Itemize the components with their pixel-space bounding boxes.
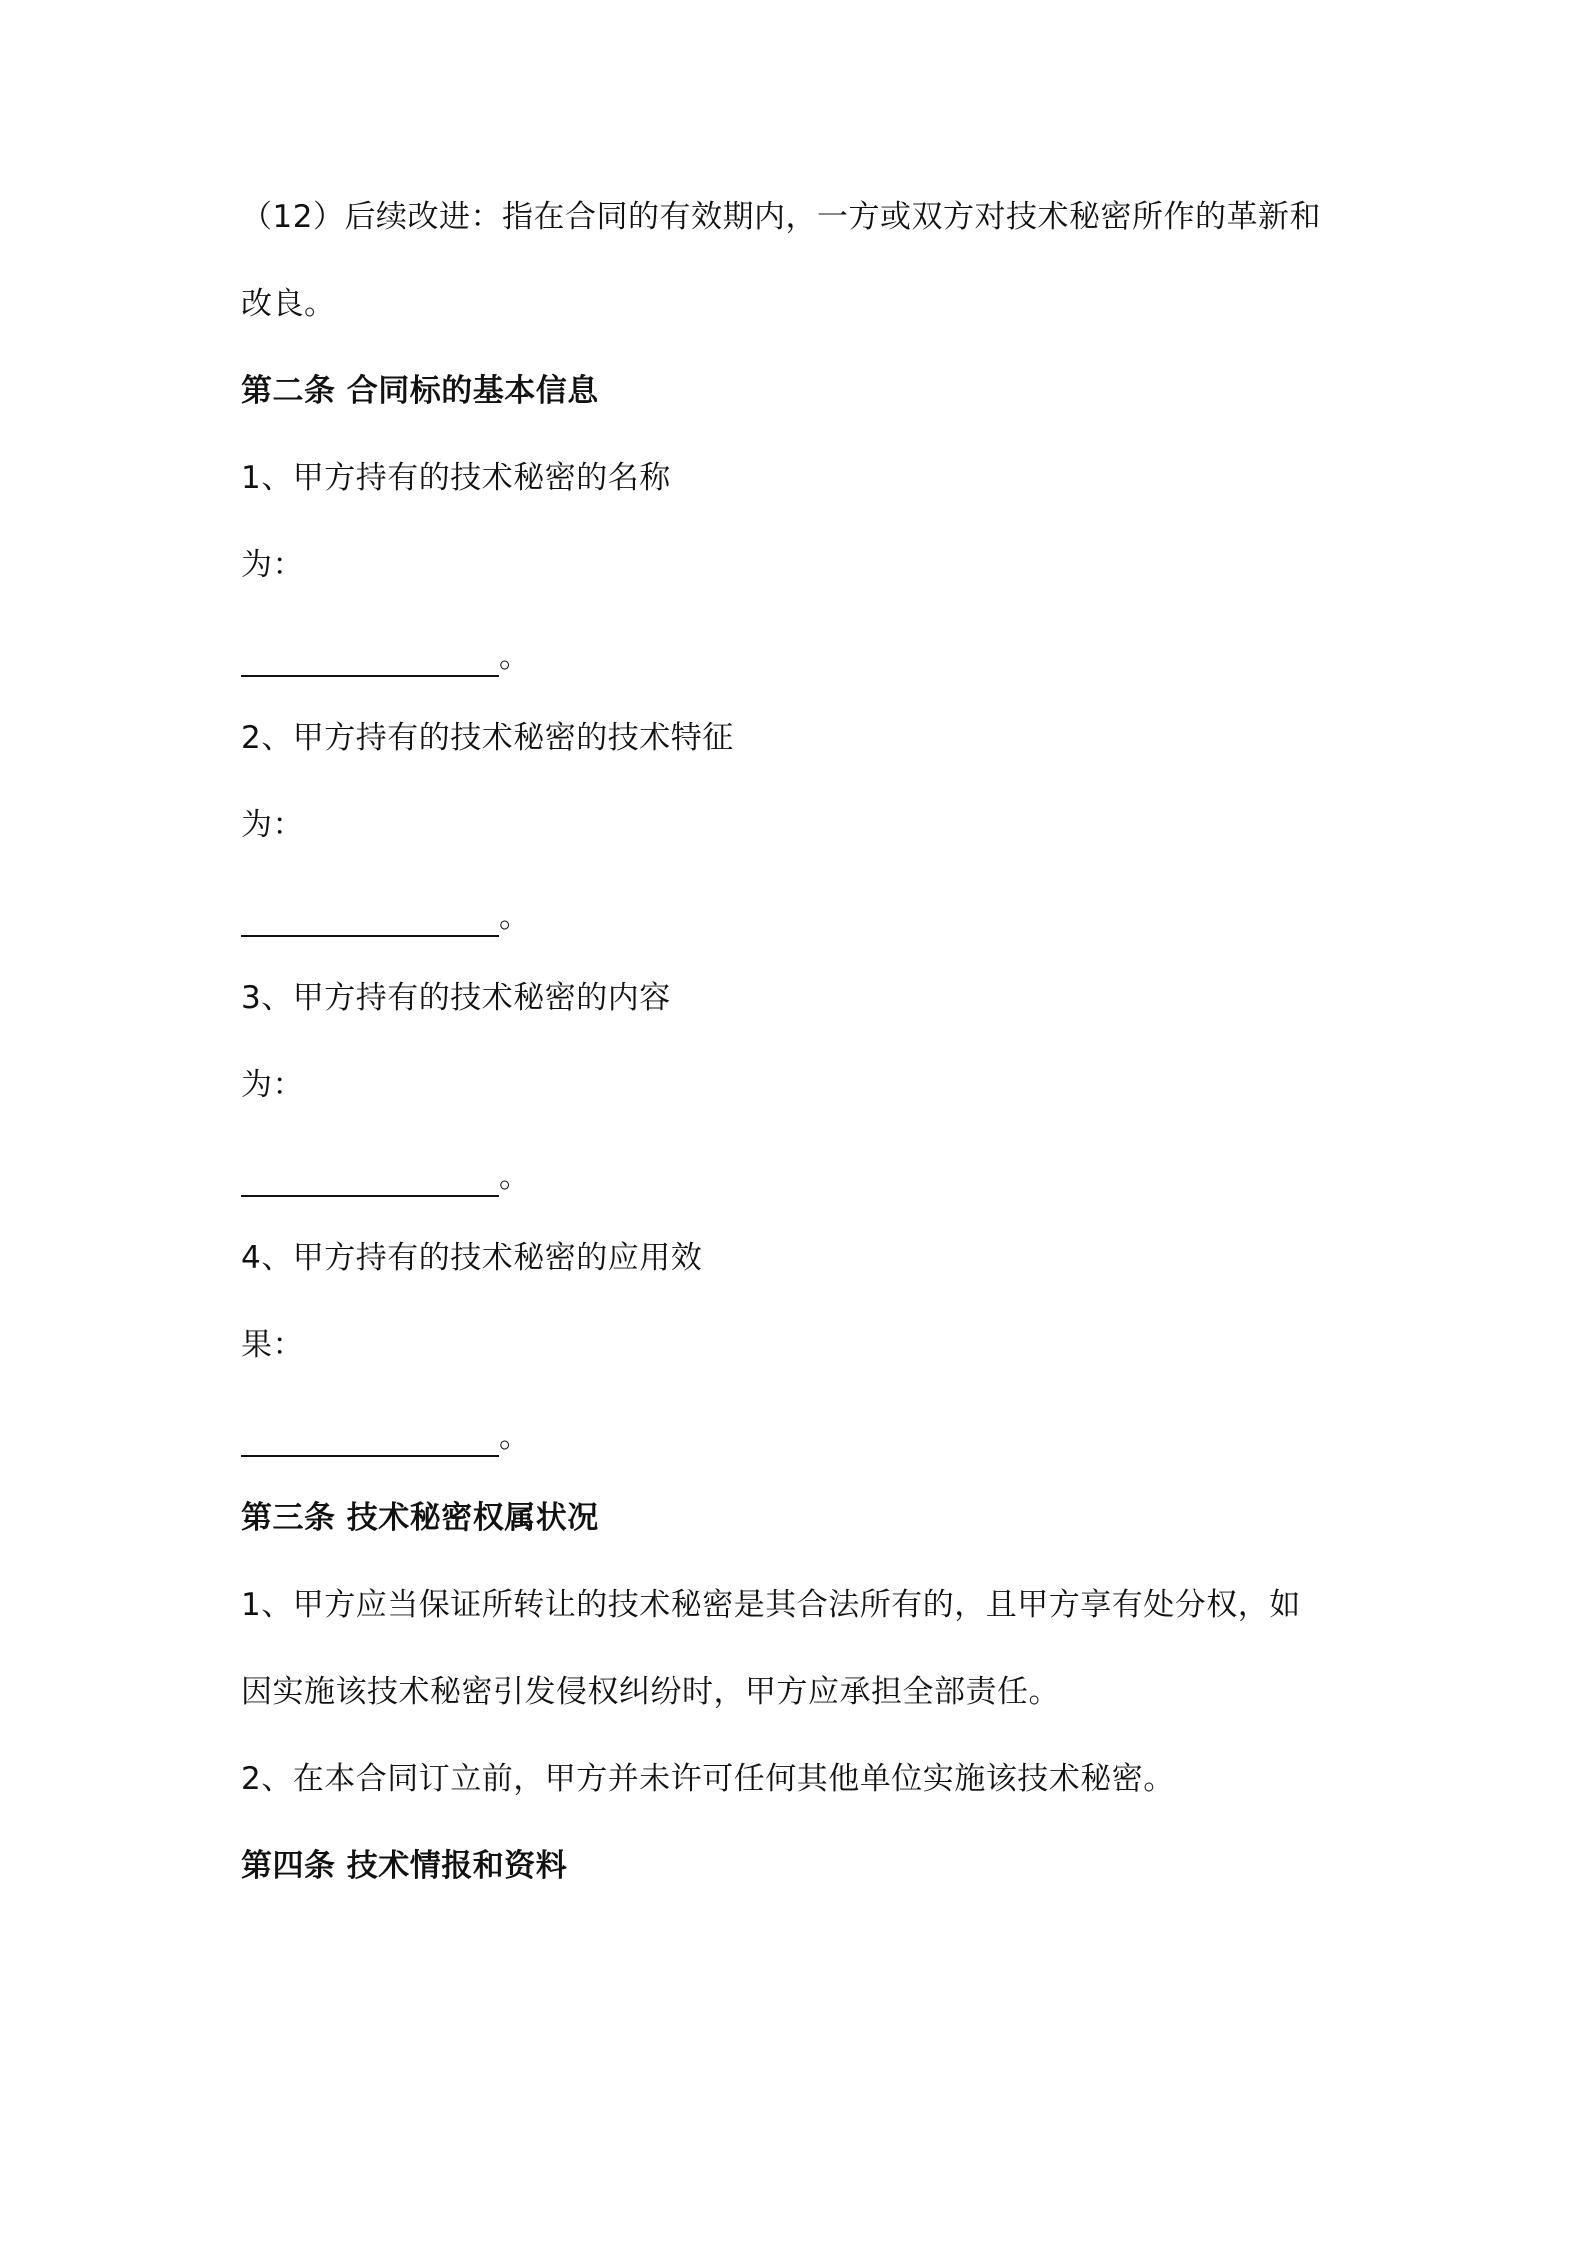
blank-end-mark: 。: [499, 1419, 531, 1455]
article-2-item-3-label: 3、甲方持有的技术秘密的内容: [241, 980, 671, 1016]
clause-12-line-1: （12）后续改进：指在合同的有效期内，一方或双方对技术秘密所作的革新和: [241, 199, 1321, 235]
blank-end-mark: 。: [499, 899, 531, 935]
fill-in-blank-1: [241, 637, 531, 677]
article-3-item-2: 2、在本合同订立前，甲方并未许可任何其他单位实施该技术秘密。: [241, 1761, 1175, 1797]
article-2-item-1-label: 1、甲方持有的技术秘密的名称: [241, 460, 671, 496]
article-2-heading: 第二条 合同标的基本信息: [241, 373, 599, 409]
fill-in-blank-2: [241, 897, 531, 937]
blank-underline: [241, 905, 499, 937]
article-4-heading: 第四条 技术情报和资料: [241, 1848, 568, 1884]
article-2-item-1-suffix: 为：: [241, 547, 304, 583]
article-3-item-1-line-2: 因实施该技术秘密引发侵权纠纷时，甲方应承担全部责任。: [241, 1674, 1060, 1710]
blank-underline: [241, 1425, 499, 1457]
article-3-item-1-line-1: 1、甲方应当保证所转让的技术秘密是其合法所有的，且甲方享有处分权，如: [241, 1587, 1301, 1623]
article-2-item-3-suffix: 为：: [241, 1067, 304, 1103]
blank-underline: [241, 1165, 499, 1197]
blank-underline: [241, 645, 499, 677]
fill-in-blank-3: [241, 1157, 531, 1197]
article-3-heading: 第三条 技术秘密权属状况: [241, 1500, 599, 1536]
article-2-item-4-label: 4、甲方持有的技术秘密的应用效: [241, 1240, 703, 1276]
blank-end-mark: 。: [499, 1159, 531, 1195]
fill-in-blank-4: [241, 1417, 531, 1457]
clause-12-line-2: 改良。: [241, 286, 336, 322]
article-2-item-2-suffix: 为：: [241, 807, 304, 843]
article-2-item-2-label: 2、甲方持有的技术秘密的技术特征: [241, 720, 734, 756]
blank-end-mark: 。: [499, 639, 531, 675]
article-2-item-4-suffix: 果：: [241, 1327, 304, 1363]
